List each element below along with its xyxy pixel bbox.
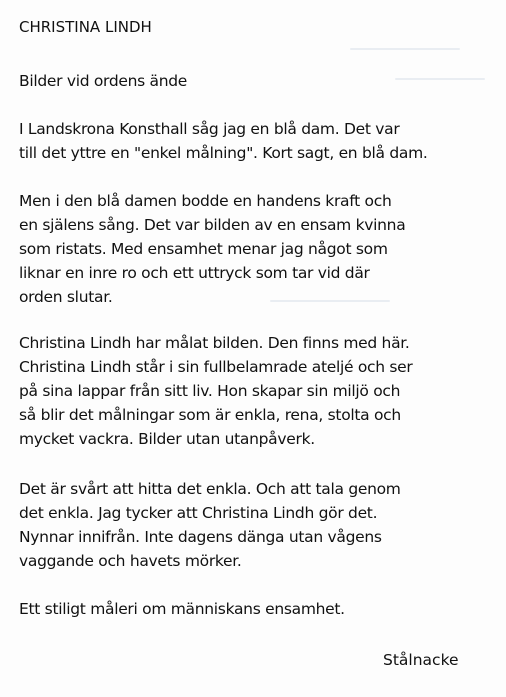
text-line: mycket vackra. Bilder utan utanpåverk. [19, 430, 315, 448]
text-line: orden slutar. [19, 288, 113, 306]
bleed-through-mark [350, 48, 460, 50]
text-line: liknar en inre ro och ett uttryck som tar vid där [19, 264, 370, 282]
text-line: Nynnar innifrån. Inte dagens dänga utan vågens [19, 528, 382, 546]
text-line: Men i den blå damen bodde en handens kraft och [19, 192, 392, 210]
text-line: vaggande och havets mörker. [19, 552, 242, 570]
text-line: Det är svårt att hitta det enkla. Och att tala genom [19, 480, 401, 498]
text-line: en själens sång. Det var bilden av en ensam kvinna [19, 216, 406, 234]
text-line: till det yttre en "enkel målning". Kort sagt, en blå dam. [19, 144, 428, 162]
bleed-through-mark [270, 300, 390, 302]
author-name: CHRISTINA LINDH [19, 18, 152, 36]
text-line: Ett stiligt måleri om människans ensamhet. [19, 600, 345, 618]
text-line: det enkla. Jag tycker att Christina Lindh gör det. [19, 504, 378, 522]
text-line: Christina Lindh har målat bilden. Den finns med här. [19, 334, 410, 352]
signature: Stålnacke [383, 651, 459, 669]
text-line: som ristats. Med ensamhet menar jag något som [19, 240, 388, 258]
document-title: Bilder vid ordens ände [19, 72, 188, 90]
bleed-through-mark [395, 78, 485, 80]
text-line: I Landskrona Konsthall såg jag en blå dam. Det var [19, 120, 400, 138]
text-line: Christina Lindh står i sin fullbelamrade ateljé och ser [19, 358, 413, 376]
text-line: så blir det målningar som är enkla, rena, stolta och [19, 406, 401, 424]
text-line: på sina lappar från sitt liv. Hon skapar sin miljö och [19, 382, 401, 400]
